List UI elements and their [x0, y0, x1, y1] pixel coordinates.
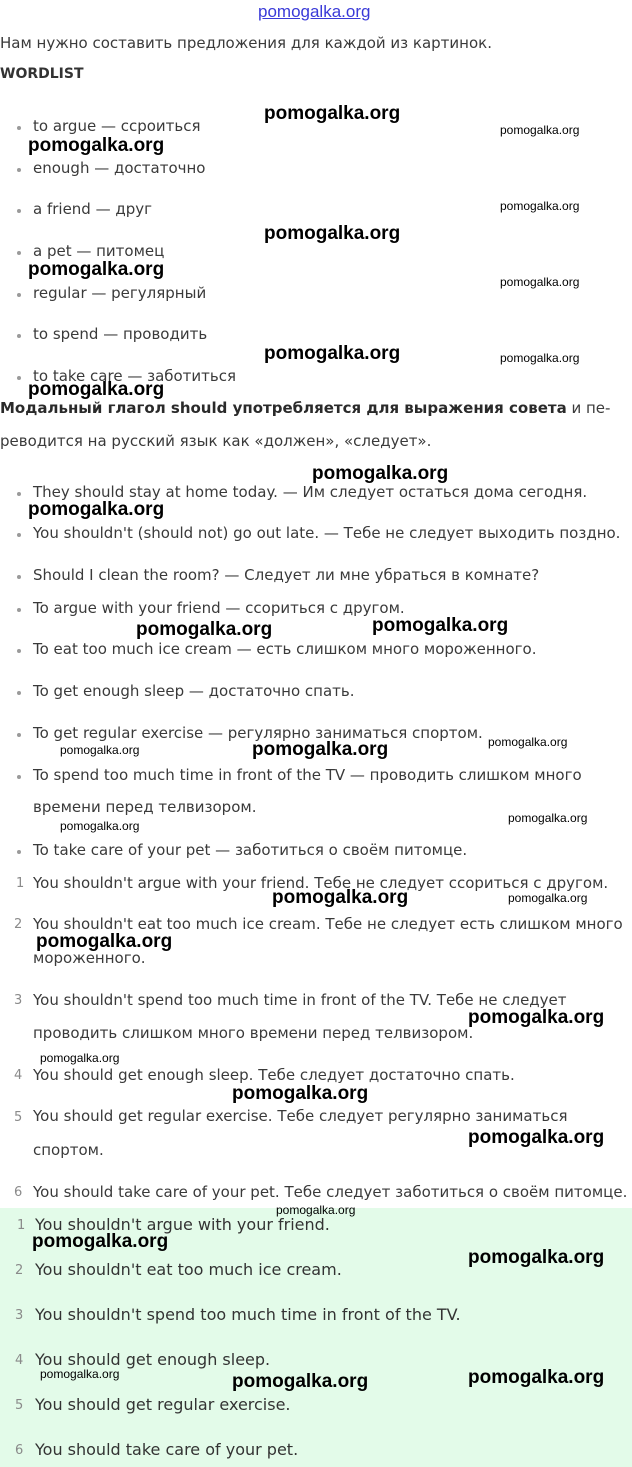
example-item: To get enough sleep — достаточно спать.	[33, 682, 355, 700]
watermark: pomogalka.org	[136, 619, 273, 640]
answer-item: You should get enough sleep.	[35, 1350, 271, 1369]
list-number: 3	[14, 993, 23, 1008]
watermark: pomogalka.org	[28, 135, 165, 156]
answer-item: You should take care of your pet.	[35, 1440, 299, 1459]
watermark: pomogalka.org	[36, 931, 173, 952]
answer-number: 2	[15, 1263, 24, 1278]
intro-text: Нам нужно составить предложения для каждой из картинок.	[0, 34, 492, 52]
watermark: pomogalka.org	[372, 615, 509, 636]
wordlist-title: WORDLIST	[0, 66, 84, 82]
watermark: pomogalka.org	[272, 887, 409, 908]
wordlist-item: to argue — ссроиться	[33, 117, 201, 135]
example-item: To spend too much time in front of the TV — проводить слишком много	[33, 766, 582, 784]
grammar-line2: реводится на русский язык как «должен», «следует».	[0, 432, 432, 450]
watermark: pomogalka.org	[312, 463, 449, 484]
example-item-cont: времени перед телвизором.	[33, 798, 257, 816]
example-item: To argue with your friend — ссориться с другом.	[33, 599, 405, 617]
wordlist-item: to take care — заботиться	[33, 367, 237, 385]
numbered-item-cont: мороженного.	[33, 949, 146, 967]
numbered-item: You should get regular exercise. Тебе следует регулярно заниматься	[33, 1107, 568, 1125]
example-item: Should I clean the room? — Следует ли мне убраться в комнате?	[33, 566, 540, 584]
watermark: pomogalka.org	[60, 743, 140, 757]
watermark: pomogalka.org	[28, 499, 165, 520]
watermark: pomogalka.org	[468, 1367, 605, 1388]
watermark: pomogalka.org	[500, 199, 580, 213]
watermark: pomogalka.org	[508, 891, 588, 905]
example-item: To get regular exercise — регулярно заниматься спортом.	[33, 724, 483, 742]
list-number: 1	[16, 876, 25, 891]
answer-number: 3	[15, 1308, 24, 1323]
numbered-item: You shouldn't eat too much ice cream. Тебе не следует есть слишком много	[33, 915, 623, 933]
watermark: pomogalka.org	[276, 1203, 356, 1217]
numbered-item: You shouldn't argue with your friend. Тебе не следует ссориться с другом.	[33, 874, 609, 892]
list-number: 6	[14, 1185, 23, 1200]
watermark: pomogalka.org	[468, 1247, 605, 1268]
wordlist-item: regular — регулярный	[33, 284, 207, 302]
wordlist-item: a pet — питомец	[33, 242, 165, 260]
watermark: pomogalka.org	[232, 1371, 369, 1392]
wordlist-item: a friend — друг	[33, 200, 153, 218]
answer-item: You shouldn't spend too much time in front of the TV.	[35, 1305, 461, 1324]
watermark: pomogalka.org	[488, 735, 568, 749]
site-link[interactable]: pomogalka.org	[258, 2, 371, 21]
answer-number: 6	[15, 1443, 24, 1458]
answer-item: You shouldn't eat too much ice cream.	[35, 1260, 342, 1279]
answer-item: You should get regular exercise.	[35, 1395, 291, 1414]
watermark: pomogalka.org	[232, 1083, 369, 1104]
watermark: pomogalka.org	[500, 123, 580, 137]
watermark: pomogalka.org	[40, 1051, 120, 1065]
answer-item: You shouldn't argue with your friend.	[35, 1215, 330, 1234]
example-item: To take care of your pet — заботиться о своём питомце.	[33, 841, 468, 859]
grammar-rule	[0, 399, 610, 417]
numbered-item: You should get enough sleep. Тебе следует достаточно спать.	[33, 1066, 515, 1084]
wordlist-item: to spend — проводить	[33, 325, 208, 343]
example-item: You shouldn't (should not) go out late. — Тебе не следует выходить поздно.	[33, 524, 621, 542]
example-item: They should stay at home today. — Им следует остаться дома сегодня.	[33, 483, 588, 501]
watermark: pomogalka.org	[500, 275, 580, 289]
watermark: pomogalka.org	[468, 1127, 605, 1148]
watermark: pomogalka.org	[28, 259, 165, 280]
watermark: pomogalka.org	[264, 343, 401, 364]
list-number: 2	[14, 917, 23, 932]
answer-number: 4	[15, 1353, 24, 1368]
answer-number: 5	[15, 1398, 24, 1413]
watermark: pomogalka.org	[468, 1007, 605, 1028]
watermark: pomogalka.org	[264, 103, 401, 124]
watermark: pomogalka.org	[28, 379, 165, 400]
numbered-item-cont: спортом.	[33, 1141, 104, 1159]
watermark: pomogalka.org	[60, 819, 140, 833]
watermark: pomogalka.org	[500, 351, 580, 365]
numbered-item: You shouldn't spend too much time in front of the TV. Тебе не следует	[33, 991, 567, 1009]
example-item: To eat too much ice cream — есть слишком много мороженного.	[33, 640, 537, 658]
numbered-item: You should take care of your pet. Тебе следует заботиться о своём питомце.	[33, 1183, 628, 1201]
watermark: pomogalka.org	[40, 1367, 120, 1381]
watermark: pomogalka.org	[264, 223, 401, 244]
answer-number: 1	[17, 1218, 26, 1233]
watermark: pomogalka.org	[32, 1231, 169, 1252]
list-number: 5	[14, 1110, 23, 1125]
numbered-item-cont: проводить слишком много времени перед телвизором.	[33, 1024, 474, 1042]
watermark: pomogalka.org	[508, 811, 588, 825]
list-number: 4	[14, 1068, 23, 1083]
grammar-rest: и пе-	[566, 399, 611, 417]
wordlist-item: enough — достаточно	[33, 159, 206, 177]
watermark: pomogalka.org	[252, 739, 389, 760]
grammar-bold: Модальный глагол should употребляется для выражения совета	[0, 399, 567, 417]
